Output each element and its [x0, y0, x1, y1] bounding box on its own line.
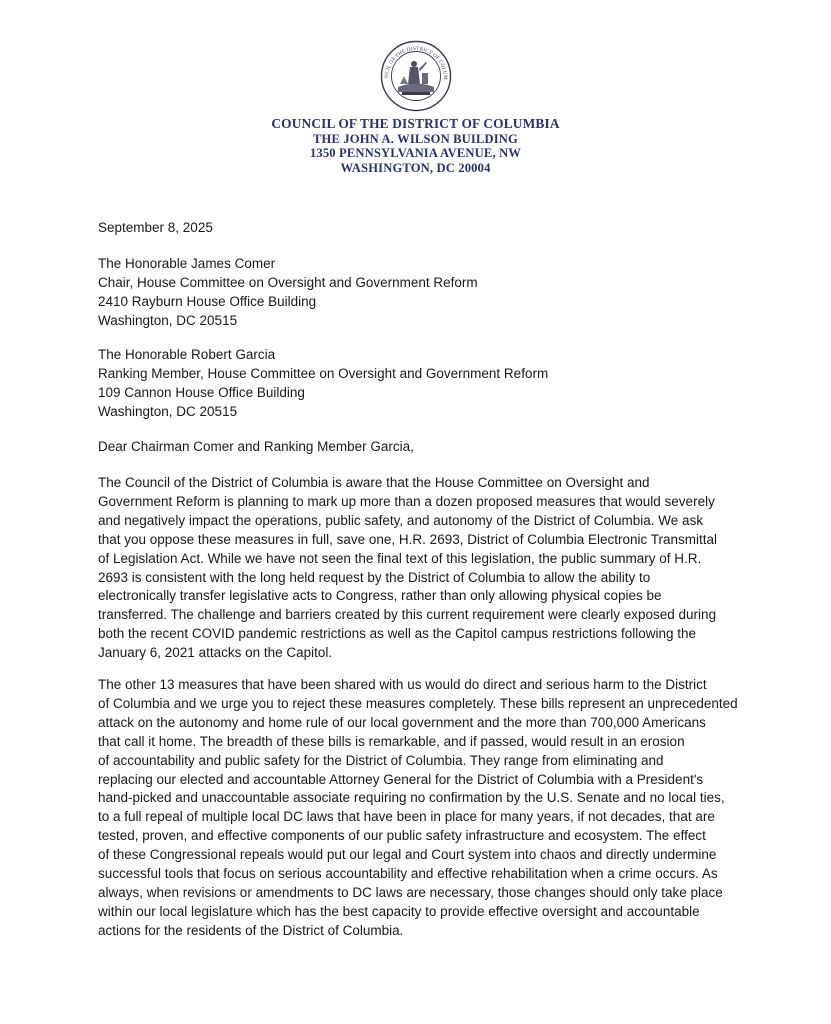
recipient-address-2 [98, 346, 778, 422]
letterhead [0, 117, 831, 175]
recipient-title: Ranking Member, House Committee on Oversight and Government Reform [98, 365, 549, 381]
paragraph-line: electronically transfer legislative acts to Congress, rather than only allowing physical copies be [98, 588, 662, 604]
paragraph-line: that you oppose these measures in full, save one, H.R. 2693, District of Columbia Electronic Transmittal [98, 531, 718, 547]
paragraph-line: 2693 is consistent with the long held request by the District of Columbia to allow the ability to [98, 569, 651, 585]
paragraph-line: that call it home. The breadth of these bills is remarkable, and if passed, would result in an erosion [98, 733, 685, 749]
paragraph-2 [98, 676, 778, 941]
paragraph-line: to a full repeal of multiple local DC laws that have been in place for many years, if not decades, that are [98, 809, 715, 825]
paragraph-line: replacing our elected and accountable Attorney General for the District of Columbia with a President's [98, 771, 704, 787]
paragraph-line: of these Congressional repeals would put our legal and Court system into chaos and directly undermine [98, 847, 717, 863]
recipient-name: The Honorable James Comer [98, 256, 276, 271]
paragraph-line: The other 13 measures that have been shared with us would do direct and serious harm to the District [98, 677, 707, 692]
paragraph-line: Government Reform is planning to mark up more than a dozen proposed measures that would severely [98, 493, 715, 509]
recipient-office: 109 Cannon House Office Building [98, 384, 305, 400]
paragraph-line: within our local legislature which has the best capacity to provide effective oversight and accountable [98, 903, 700, 919]
recipient-name: The Honorable Robert Garcia [98, 347, 276, 362]
recipient-address-1 [98, 255, 778, 331]
paragraph-line: both the recent COVID pandemic restrictions as well as the Capitol campus restrictions following the [98, 626, 697, 642]
paragraph-1 [98, 474, 778, 663]
date-text: September 8, 2025 [98, 220, 213, 235]
letterhead-street: 1350 PENNSYLVANIA AVENUE, NW [309, 146, 522, 161]
paragraph-line: of accountability and public safety for the District of Columbia. They range from eliminating and [98, 752, 664, 768]
recipient-city: Washington, DC 20515 [98, 312, 238, 328]
salutation [98, 438, 778, 457]
paragraph-line: hand-picked and unaccountable associate requiring no confirmation by the U.S. Senate and no local ties, [98, 790, 725, 806]
recipient-office: 2410 Rayburn House Office Building [98, 293, 317, 309]
recipient-city: Washington, DC 20515 [98, 403, 238, 419]
paragraph-line: January 6, 2021 attacks on the Capitol. [98, 645, 333, 661]
dc-council-seal-icon [380, 40, 452, 112]
letterhead-org: COUNCIL OF THE DISTRICT OF COLUMBIA [271, 116, 560, 131]
letterhead-building: THE JOHN A. WILSON BUILDING [312, 131, 518, 146]
paragraph-line: of Columbia and we urge you to reject these measures completely. These bills represent an unprecedented [98, 695, 738, 711]
paragraph-line: transferred. The challenge and barriers created by this current requirement were clearly exposed during [98, 607, 717, 623]
letterhead-city: WASHINGTON, DC 20004 [340, 160, 491, 175]
paragraph-line: successful tools that focus on serious accountability and effective rehabilitation when a crime occurs. As [98, 866, 718, 882]
paragraph-line: of Legislation Act. While we have not seen the final text of this legislation, the public summary of H.R. [98, 550, 702, 566]
paragraph-line: actions for the residents of the District of Columbia. [98, 922, 404, 938]
paragraph-line: tested, proven, and effective components of our public safety infrastructure and ecosystem. The effect [98, 828, 706, 844]
recipient-title: Chair, House Committee on Oversight and Government Reform [98, 274, 478, 290]
letter-date [98, 219, 778, 238]
paragraph-line: always, when revisions or amendments to DC laws are necessary, those changes should only take place [98, 884, 723, 900]
svg-text:COUNCIL OF THE DISTRICT OF COL: NCIL OF THE DISTRICT OF COLUM [383, 45, 449, 80]
paragraph-line: attack on the autonomy and home rule of our local government and the more than 700,000 Americans [98, 714, 706, 730]
salutation-text: Dear Chairman Comer and Ranking Member Garcia, [98, 439, 414, 454]
paragraph-line: The Council of the District of Columbia is aware that the House Committee on Oversight and [98, 475, 650, 490]
paragraph-line: and negatively impact the operations, public safety, and autonomy of the District of Columbia. We ask [98, 512, 704, 528]
